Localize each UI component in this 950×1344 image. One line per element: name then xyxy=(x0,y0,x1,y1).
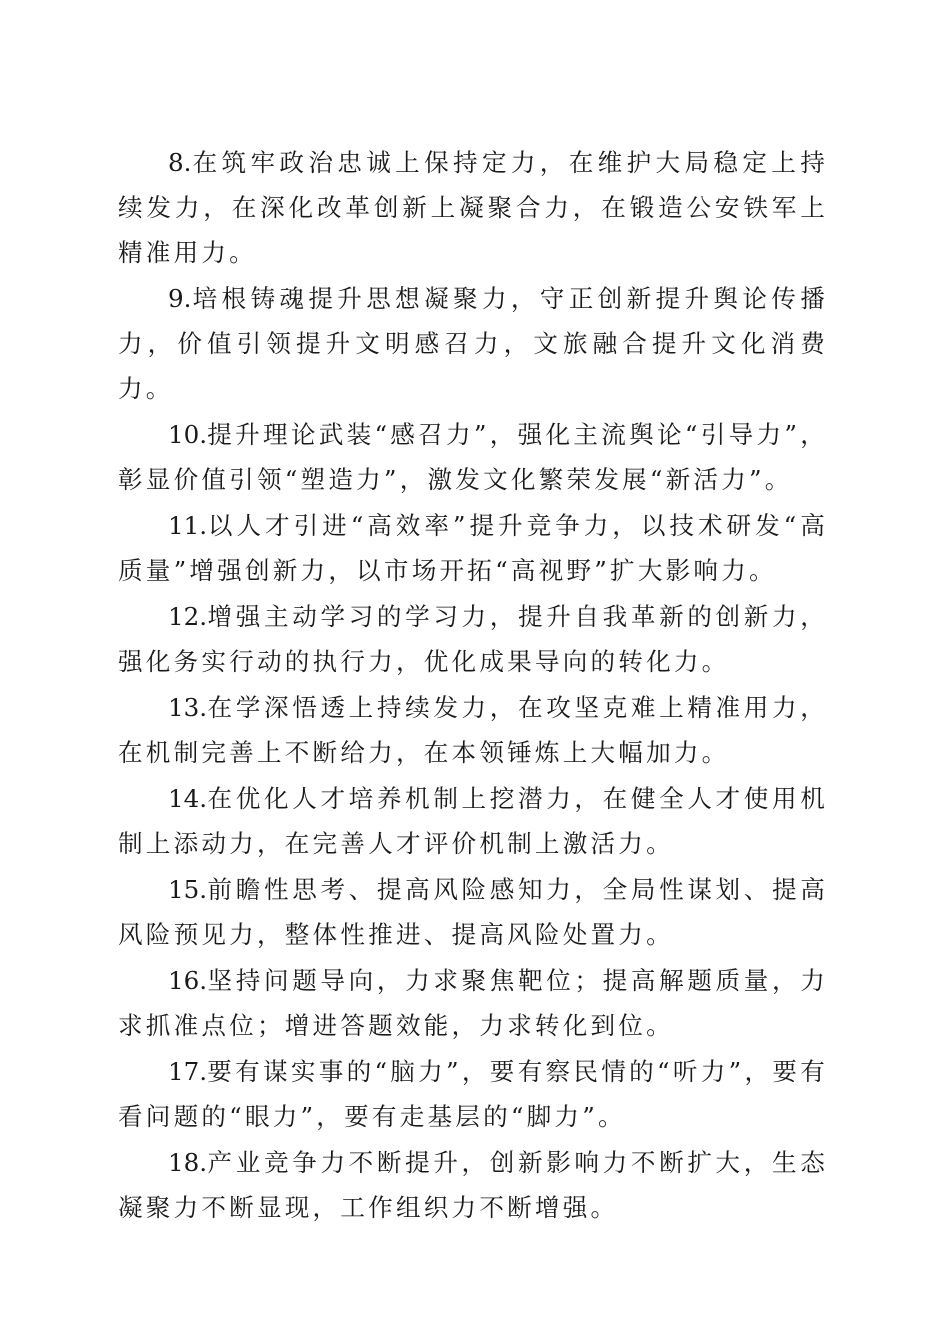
list-item xyxy=(118,867,828,957)
item-text: 前瞻性思考、提高风险感知力，全局性谋划、提高风险预见力，整体性推进、提高风险处置力。 xyxy=(118,875,828,949)
item-number: 12. xyxy=(168,602,208,631)
item-number: 18. xyxy=(168,1148,208,1177)
item-text: 以人才引进“高效率”提升竞争力，以技术研发“高质量”增强创新力，以市场开拓“高视野”扩大影响力。 xyxy=(118,511,828,585)
list-item xyxy=(118,958,828,1048)
list-item xyxy=(118,412,828,502)
item-text: 在学深悟透上持续发力，在攻坚克难上精准用力，在机制完善上不断给力，在本领锤炼上大幅加力。 xyxy=(118,693,828,767)
item-number: 11. xyxy=(168,511,208,540)
list-item xyxy=(118,776,828,866)
item-text: 在优化人才培养机制上挖潜力，在健全人才使用机制上添动力，在完善人才评价机制上激活力。 xyxy=(118,784,828,858)
item-number: 10. xyxy=(168,420,208,449)
item-text: 要有谋实事的“脑力”，要有察民情的“听力”，要有看问题的“眼力”，要有走基层的“脚力”。 xyxy=(118,1057,828,1131)
list-item xyxy=(118,685,828,775)
item-number: 13. xyxy=(168,693,208,722)
list-item xyxy=(118,140,828,275)
item-number: 15. xyxy=(168,875,208,904)
item-text: 增强主动学习的学习力，提升自我革新的创新力，强化务实行动的执行力，优化成果导向的转化力。 xyxy=(118,602,828,676)
list-item xyxy=(118,594,828,684)
item-number: 17. xyxy=(168,1057,208,1086)
item-number: 14. xyxy=(168,784,208,813)
list-item xyxy=(118,1140,828,1230)
item-text: 提升理论武装“感召力”，强化主流舆论“引导力”，彰显价值引领“塑造力”，激发文化繁荣发展“新活力”。 xyxy=(118,420,828,494)
item-text: 培根铸魂提升思想凝聚力，守正创新提升舆论传播力，价值引领提升文明感召力，文旅融合提升文化消费力。 xyxy=(118,284,828,403)
list-item xyxy=(118,1049,828,1139)
list-item xyxy=(118,276,828,411)
list-item xyxy=(118,503,828,593)
item-number: 8. xyxy=(168,148,192,177)
item-text: 坚持问题导向，力求聚焦靶位；提高解题质量，力求抓准点位；增进答题效能，力求转化到位。 xyxy=(118,966,828,1040)
item-number: 16. xyxy=(168,966,208,995)
item-number: 9. xyxy=(168,284,192,313)
item-text: 产业竞争力不断提升，创新影响力不断扩大，生态凝聚力不断显现，工作组织力不断增强。 xyxy=(118,1148,828,1222)
item-text: 在筑牢政治忠诚上保持定力，在维护大局稳定上持续发力，在深化改革创新上凝聚合力，在锻造公安铁军上精准用力。 xyxy=(118,148,828,267)
document-body xyxy=(118,140,828,1231)
